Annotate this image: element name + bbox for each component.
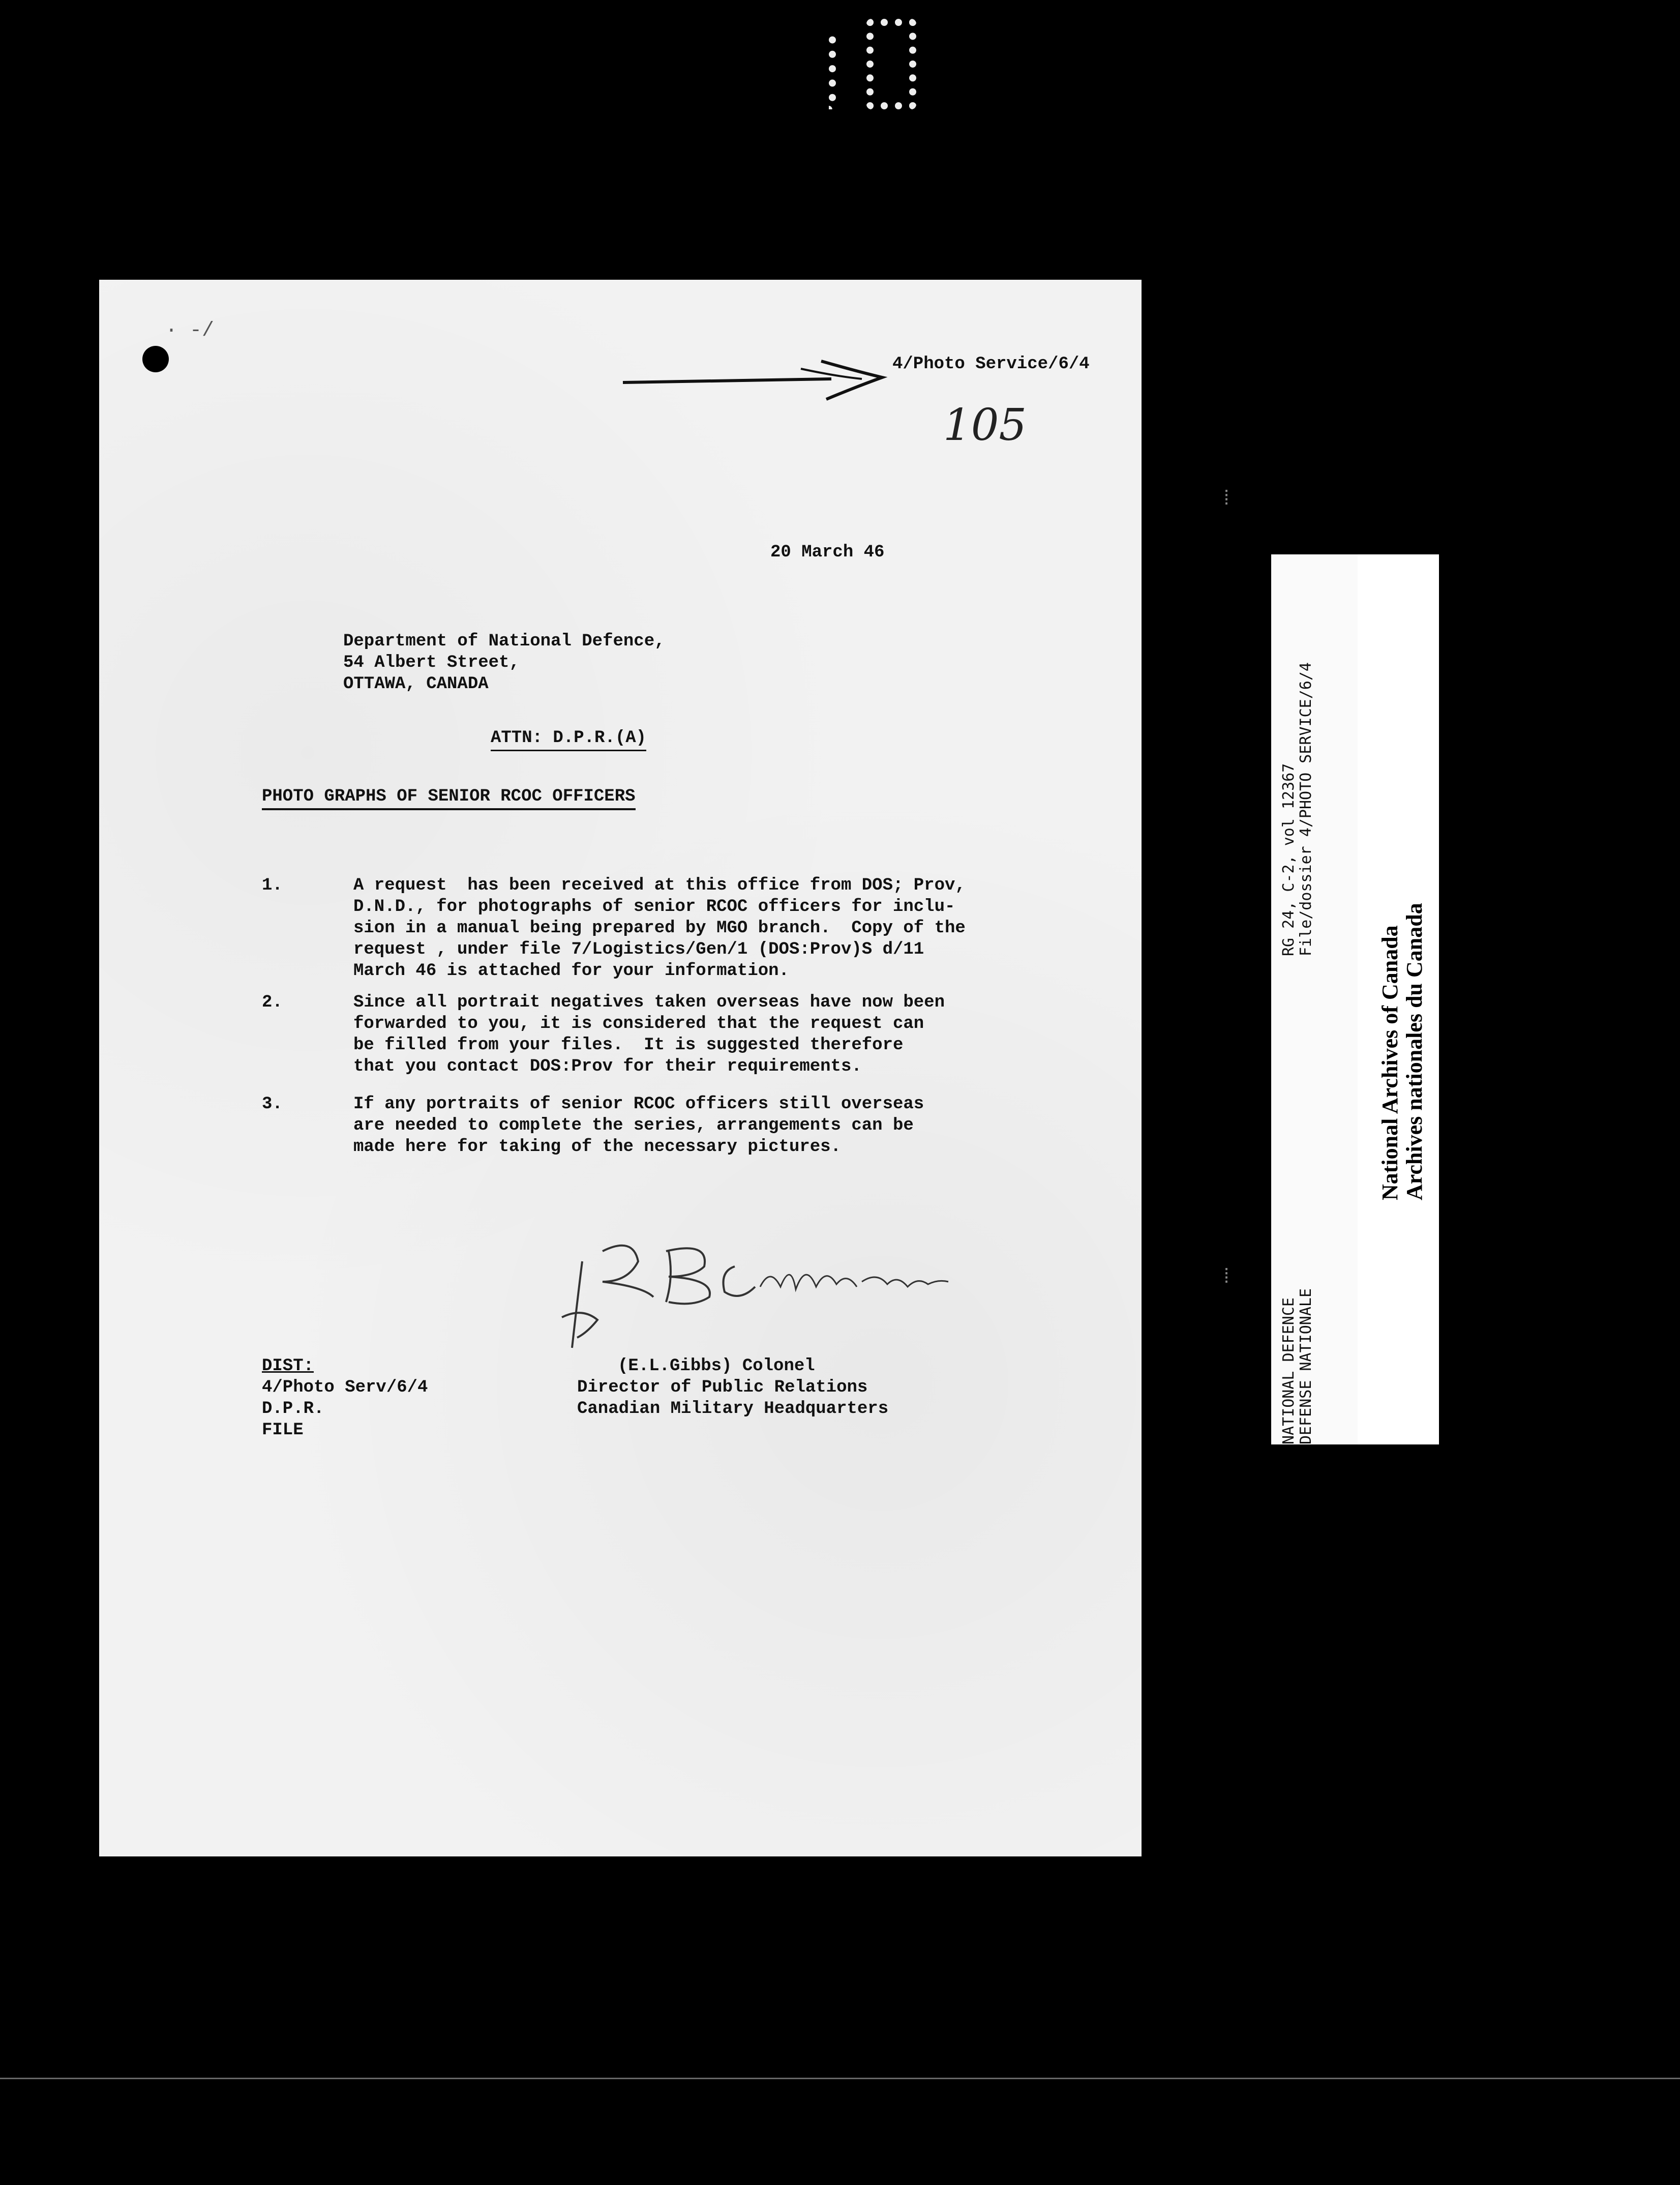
recipient-address bbox=[343, 631, 665, 695]
distribution-item: D.P.R. bbox=[262, 1399, 324, 1419]
address-line: Department of National Defence, bbox=[343, 632, 665, 651]
attention-line: ATTN: D.P.R.(A) bbox=[491, 727, 646, 751]
film-frame-divider bbox=[0, 2078, 1680, 2079]
archive-name-english: National Archives of Canada bbox=[1377, 925, 1402, 1200]
archive-name-strip bbox=[1358, 554, 1439, 1444]
margin-mark: ⁞ bbox=[1220, 1266, 1233, 1289]
punch-hole bbox=[142, 346, 169, 372]
paragraph-line: be filled from your files. It is suggested therefore bbox=[353, 1036, 904, 1055]
signatory-organization: Canadian Military Headquarters bbox=[577, 1399, 889, 1419]
address-line: 54 Albert Street, bbox=[343, 653, 520, 672]
file-reference: 4/Photo Service/6/4 bbox=[892, 355, 1090, 374]
signatory-name: (E.L.Gibbs) Colonel bbox=[618, 1356, 815, 1376]
distribution-title: DIST: bbox=[262, 1356, 314, 1376]
signature-block bbox=[577, 1355, 888, 1420]
paragraph-line: March 46 is attached for your information. bbox=[353, 961, 789, 981]
archive-reference bbox=[1280, 662, 1315, 956]
paragraph-line: A request has been received at this office from DOS; Prov, bbox=[353, 876, 966, 895]
paragraph-line: D.N.D., for photographs of senior RCOC officers for inclu- bbox=[353, 897, 955, 917]
letter-page bbox=[99, 280, 1142, 1856]
paragraph-line: If any portraits of senior RCOC officers still overseas bbox=[353, 1095, 924, 1114]
paragraph-number: 2. bbox=[262, 993, 283, 1012]
margin-mark: ⁞ bbox=[1220, 488, 1233, 511]
paragraph-number: 3. bbox=[262, 1095, 283, 1114]
archive-name-french: Archives nationales du Canada bbox=[1402, 903, 1427, 1200]
paragraph-body bbox=[353, 875, 1091, 982]
handwritten-folio-number: 105 bbox=[943, 400, 1027, 451]
paragraph-body bbox=[353, 1094, 1091, 1158]
handwritten-signature bbox=[542, 1231, 979, 1363]
distribution-item: 4/Photo Serv/6/4 bbox=[262, 1378, 428, 1397]
subject-line: PHOTO GRAPHS OF SENIOR RCOC OFFICERS bbox=[262, 786, 636, 810]
handwritten-arrow-icon bbox=[618, 351, 903, 407]
reference-line: File/dossier 4/PHOTO SERVICE/6/4 bbox=[1297, 662, 1315, 956]
department-stamp bbox=[1280, 1288, 1315, 1444]
paragraph-line: Since all portrait negatives taken overseas have now been bbox=[353, 993, 945, 1012]
paragraph-line: that you contact DOS:Prov for their requirements. bbox=[353, 1057, 862, 1076]
reference-line: RG 24, C-2, vol 12367 bbox=[1280, 763, 1298, 956]
paragraph-line: are needed to complete the series, arrangements can be bbox=[353, 1116, 914, 1135]
paragraph-body bbox=[353, 992, 1091, 1077]
archive-label bbox=[1271, 554, 1439, 1444]
paragraph-line: sion in a manual being prepared by MGO branch. Copy of the bbox=[353, 919, 966, 938]
corner-mark: · -/ bbox=[165, 319, 215, 342]
paragraph-line: request , under file 7/Logistics/Gen/1 (DOS:Prov)S d/11 bbox=[353, 940, 924, 959]
frame-digit-one bbox=[819, 33, 836, 109]
signatory-title: Director of Public Relations bbox=[577, 1378, 868, 1397]
frame-number bbox=[819, 15, 947, 134]
department-line: NATIONAL DEFENCE bbox=[1280, 1297, 1298, 1444]
department-line: DEFENSE NATIONALE bbox=[1297, 1288, 1315, 1444]
frame-digit-zero bbox=[866, 19, 916, 109]
distribution-item: FILE bbox=[262, 1421, 304, 1440]
distribution-list bbox=[262, 1355, 428, 1441]
letter-date: 20 March 46 bbox=[770, 543, 885, 562]
paragraph-line: made here for taking of the necessary pictures. bbox=[353, 1137, 841, 1157]
paragraph-number: 1. bbox=[262, 876, 283, 895]
paragraph-line: forwarded to you, it is considered that the request can bbox=[353, 1014, 924, 1034]
address-line: OTTAWA, CANADA bbox=[343, 674, 489, 694]
